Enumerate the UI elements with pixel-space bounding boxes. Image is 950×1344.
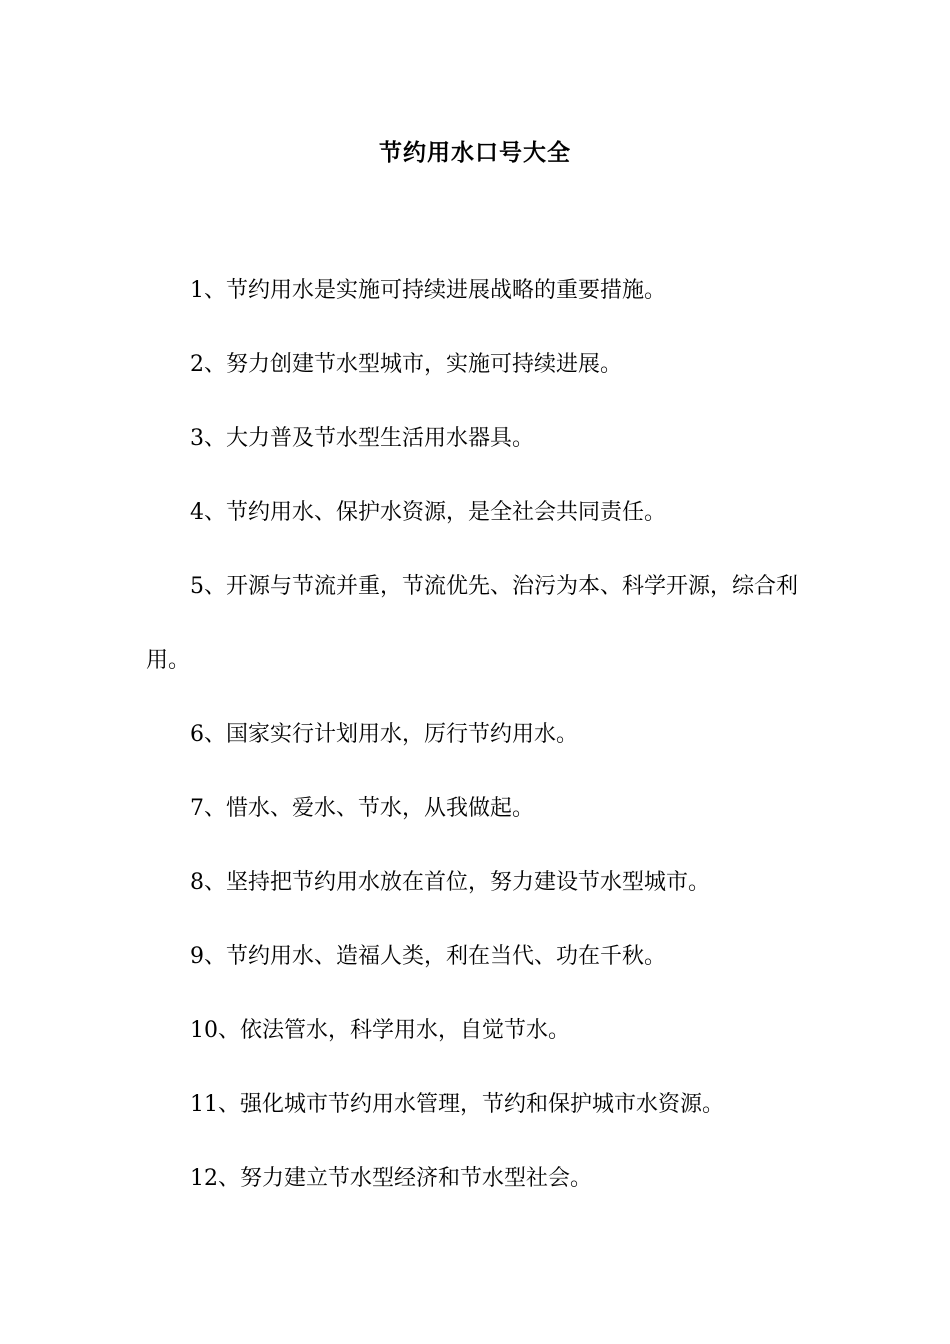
list-item: 7、惜水、爱水、节水，从我做起。 [190, 796, 534, 821]
list-item: 5、开源与节流并重，节流优先、治污为本、科学开源，综合利用。 [146, 574, 798, 673]
list-item: 11、强化城市节约用水管理，节约和保护城市水资源。 [190, 1092, 724, 1117]
page-title: 节约用水口号大全 [379, 140, 571, 166]
list-item: 1、节约用水是实施可持续进展战略的重要措施。 [190, 278, 666, 303]
slogan-list [146, 254, 810, 1216]
list-item: 4、节约用水、保护水资源，是全社会共同责任。 [190, 500, 666, 525]
list-item: 10、依法管水，科学用水，自觉节水。 [190, 1018, 570, 1043]
list-item: 8、坚持把节约用水放在首位，努力建设节水型城市。 [190, 870, 710, 895]
list-item: 2、努力创建节水型城市，实施可持续进展。 [190, 352, 622, 377]
list-item: 12、努力建立节水型经济和节水型社会。 [190, 1166, 592, 1191]
list-item: 6、国家实行计划用水，厉行节约用水。 [190, 722, 578, 747]
list-item: 3、大力普及节水型生活用水器具。 [190, 426, 534, 451]
list-item: 9、节约用水、造福人类，利在当代、功在千秋。 [190, 944, 666, 969]
